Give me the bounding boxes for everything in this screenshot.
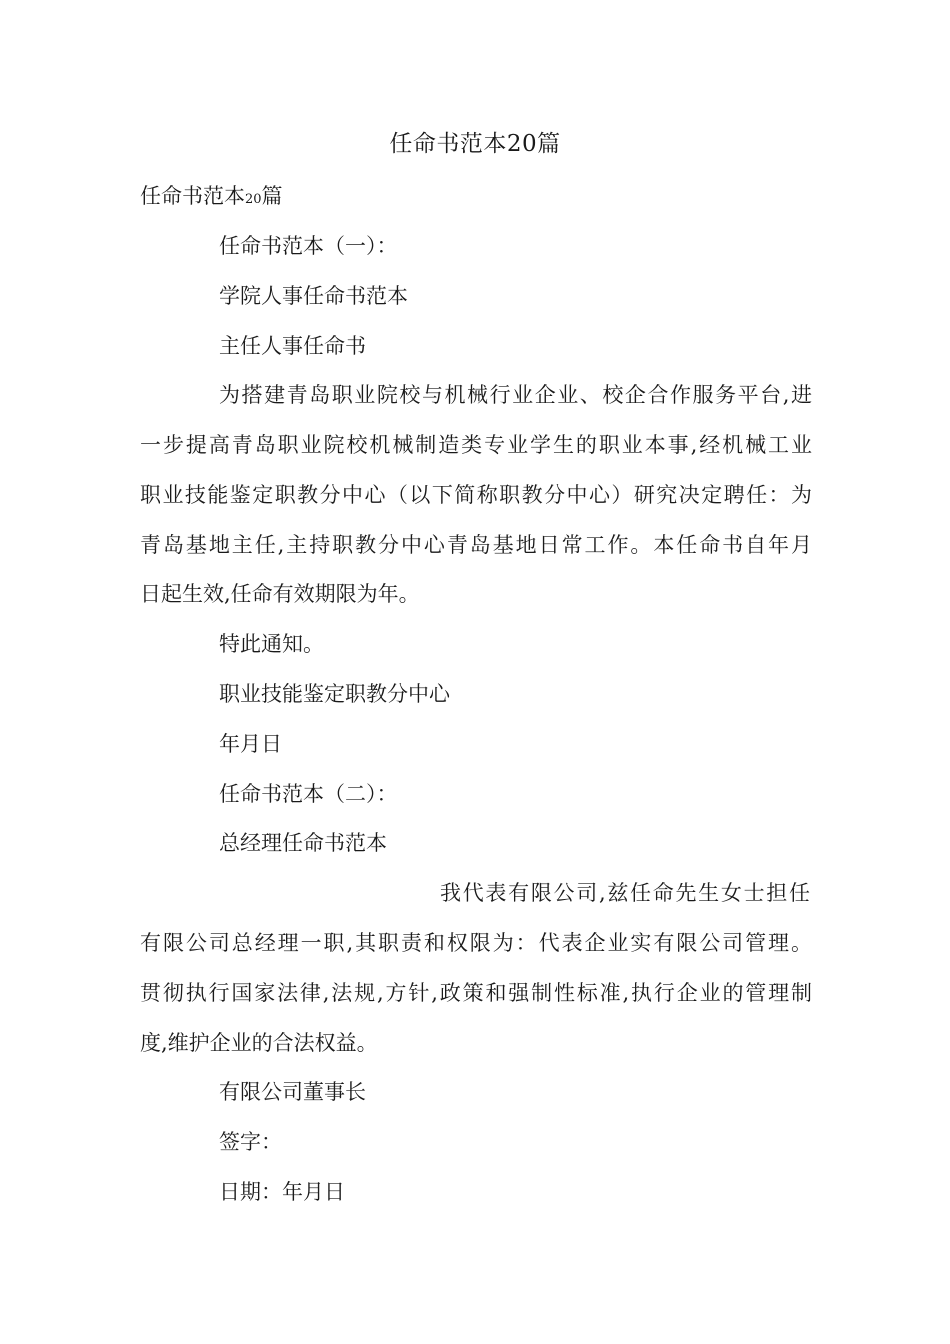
date-label: 日期：年月日 — [219, 1180, 345, 1204]
paragraph-line: 度,维护企业的合法权益。 — [140, 1031, 378, 1055]
issuer-name: 职业技能鉴定职教分中心 — [219, 682, 450, 706]
signatory-title: 有限公司董事长 — [219, 1080, 366, 1104]
document-title: 任命书范本20篇 — [389, 131, 561, 157]
section-heading-1: 任命书范本（一）： — [219, 234, 398, 258]
subtitle-suffix: 篇 — [261, 184, 283, 208]
paragraph-line: 职业技能鉴定职教分中心（以下简称职教分中心）研究决定聘任：为 — [140, 483, 812, 507]
paragraph-line: 青岛基地主任,主持职教分中心青岛基地日常工作。本任命书自年月 — [140, 533, 812, 557]
subtitle-text: 任命书范本 — [140, 184, 245, 208]
document-heading-2: 主任人事任命书 — [219, 334, 366, 358]
document-heading-1: 学院人事任命书范本 — [219, 284, 408, 308]
document-subtitle — [140, 181, 283, 215]
signature-label: 签字： — [219, 1130, 282, 1154]
issue-date: 年月日 — [219, 732, 282, 756]
subtitle-number: 20 — [245, 192, 262, 207]
document-heading-3: 总经理任命书范本 — [219, 831, 387, 855]
paragraph-line: 日起生效,任命有效期限为年。 — [140, 582, 420, 606]
paragraph-line: 为搭建青岛职业院校与机械行业企业、校企合作服务平台,进 — [219, 383, 812, 407]
paragraph-line: 我代表有限公司,兹任命先生女士担任 — [440, 881, 810, 905]
paragraph-line: 一步提高青岛职业院校机械制造类专业学生的职业本事,经机械工业 — [140, 433, 812, 457]
paragraph-line: 有限公司总经理一职,其职责和权限为：代表企业实有限公司管理。 — [140, 931, 812, 955]
paragraph-line: 贯彻执行国家法律,法规,方针,政策和强制性标准,执行企业的管理制 — [140, 981, 812, 1005]
notice-text: 特此通知。 — [219, 632, 324, 656]
section-heading-2: 任命书范本（二）： — [219, 782, 398, 806]
